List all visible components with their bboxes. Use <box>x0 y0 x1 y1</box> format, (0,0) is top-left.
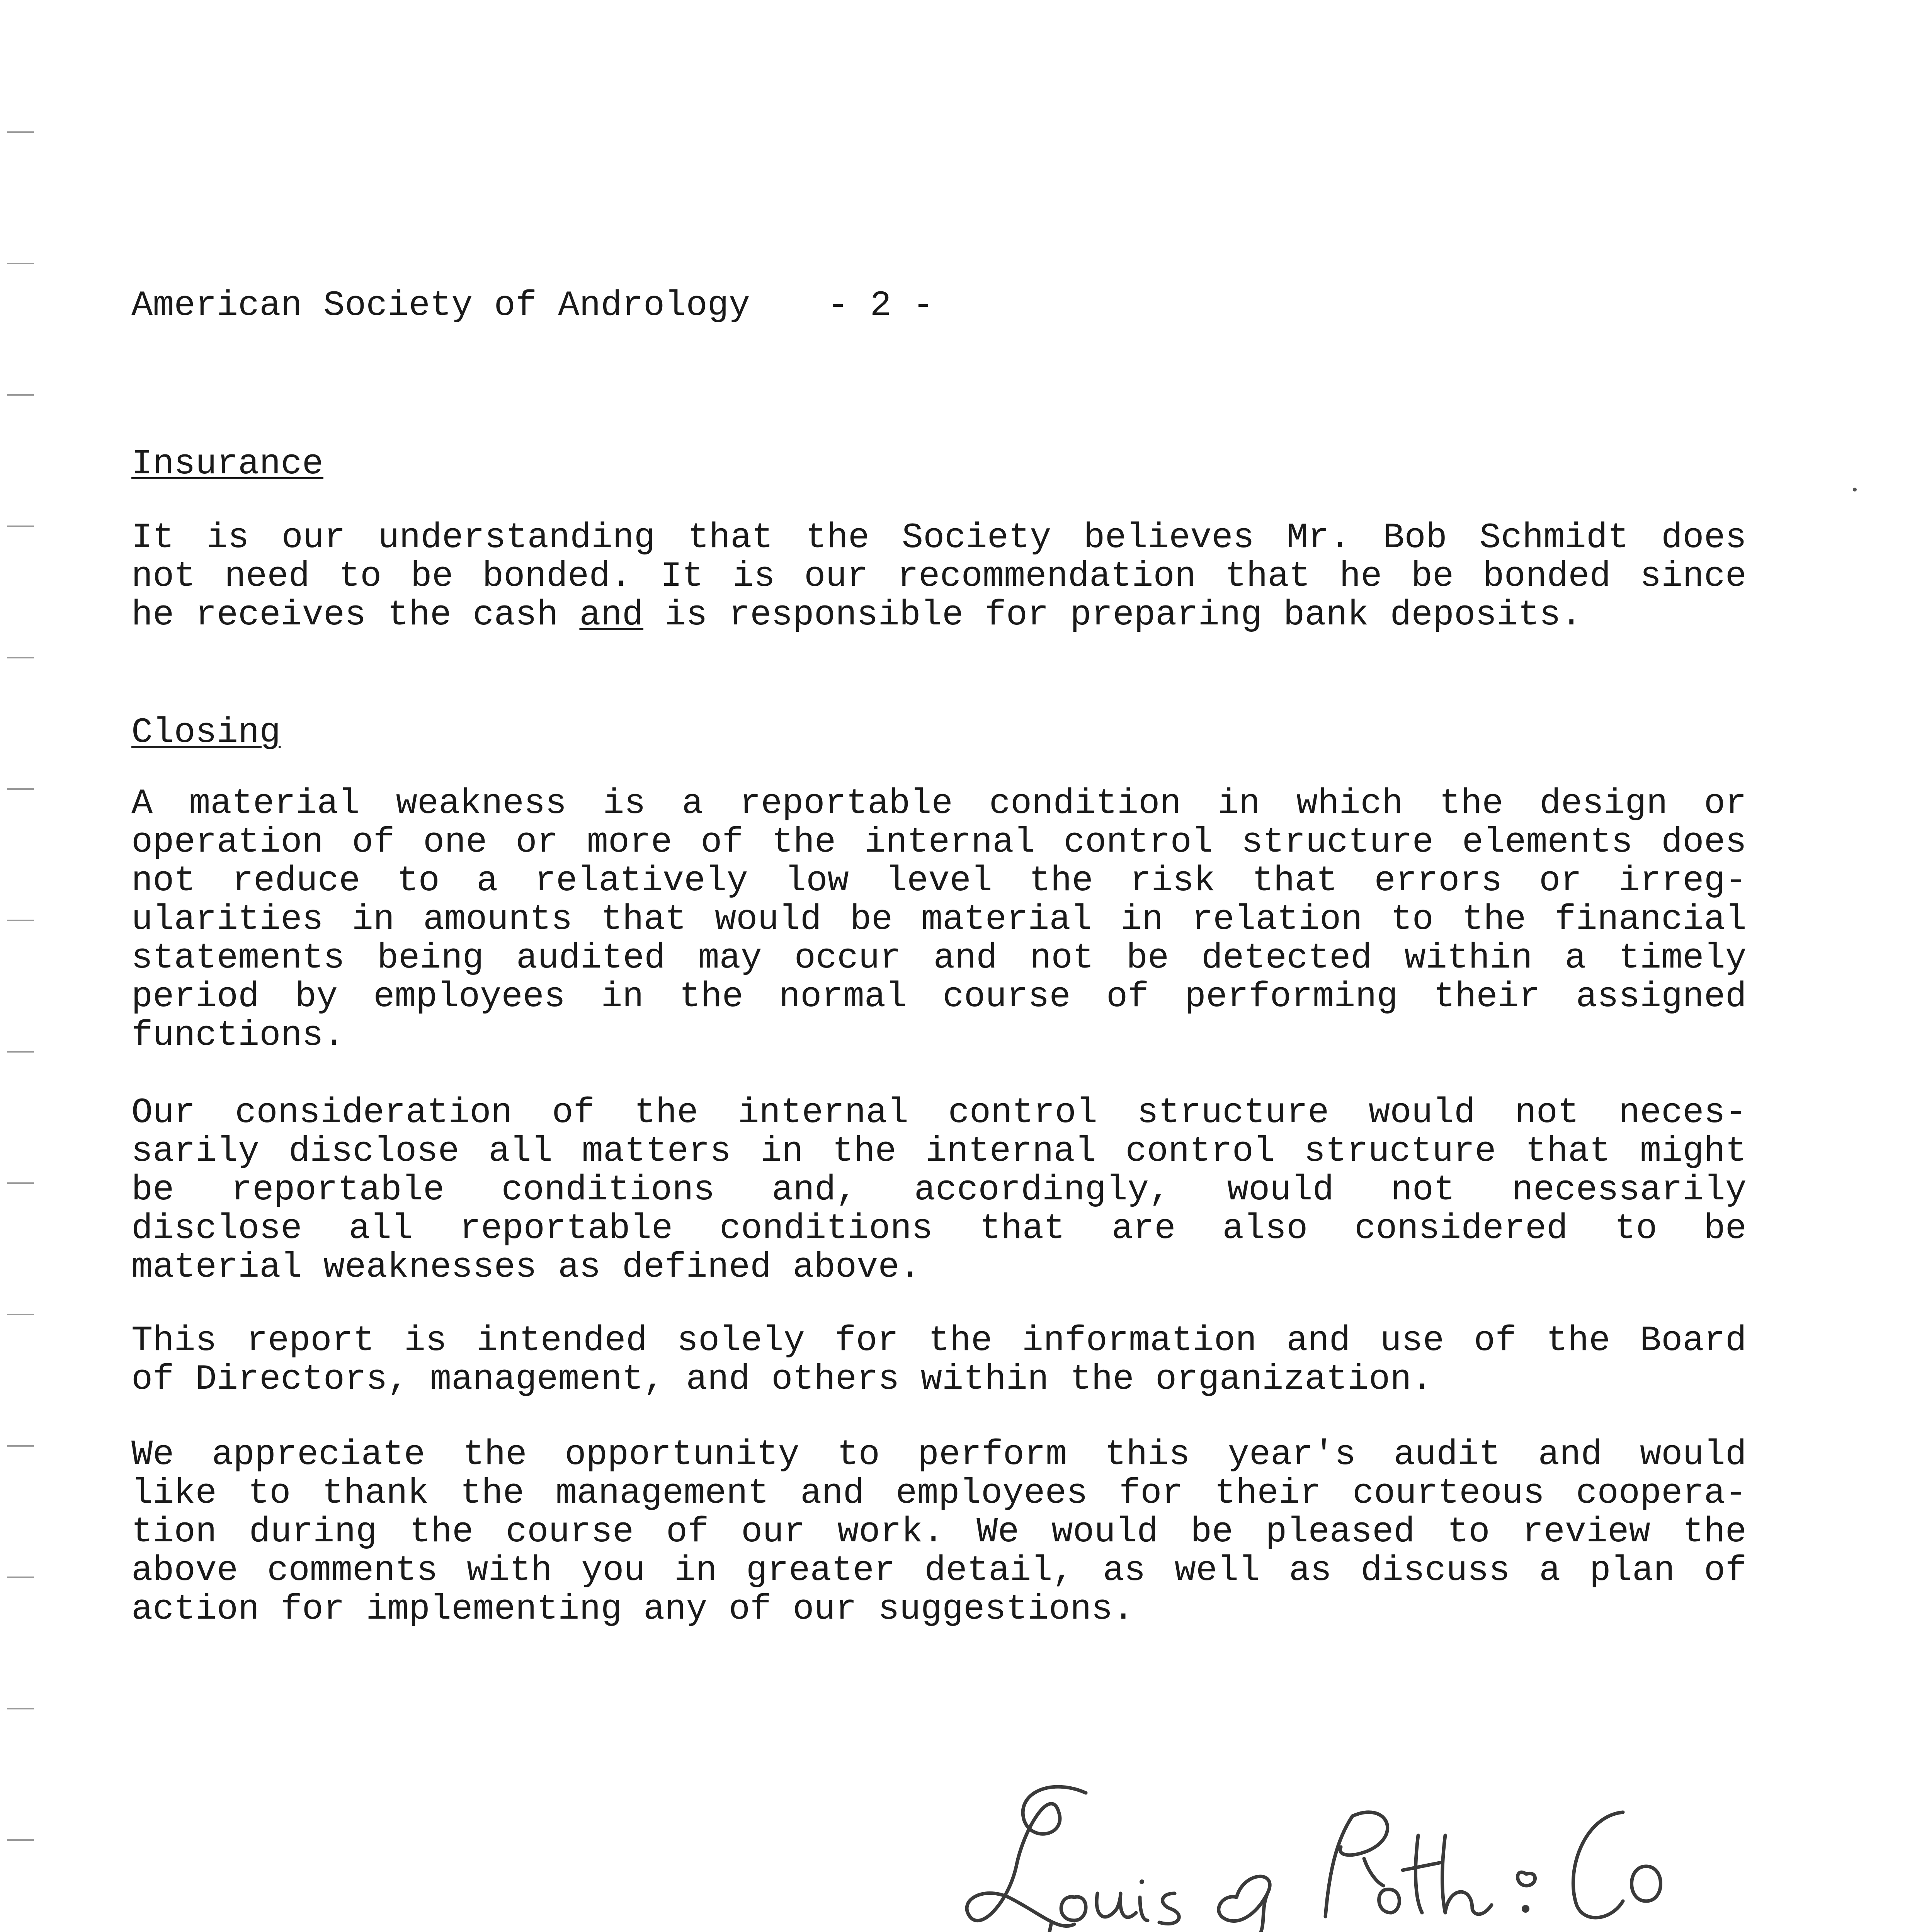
text-line: disclose all reportable conditions that are also considered to be <box>131 1208 1747 1249</box>
edge-mark <box>7 1182 34 1184</box>
edge-mark <box>7 1708 34 1709</box>
text-line: be reportable conditions and, accordingly, would not necessarily <box>131 1170 1747 1210</box>
text-line: We appreciate the opportunity to perform this year's audit and would <box>131 1434 1747 1475</box>
text-fragment: is responsible for preparing bank deposits. <box>643 595 1582 635</box>
closing-paragraph-4 <box>131 1435 1747 1629</box>
edge-mark <box>7 131 34 133</box>
edge-mark <box>7 1577 34 1578</box>
edge-mark <box>7 394 34 396</box>
text-line: sarily disclose all matters in the internal control structure that might <box>131 1131 1747 1172</box>
edge-mark <box>7 920 34 921</box>
section-heading-closing: Closing <box>131 712 281 753</box>
text-line: operation of one or more of the internal control structure elements does <box>131 822 1747 862</box>
page-number: - 2 - <box>827 285 934 326</box>
text-line-with-underline <box>131 596 1747 634</box>
text-line: not reduce to a relatively low level the risk that errors or irreg- <box>131 861 1747 901</box>
closing-paragraph-1 <box>131 784 1747 1055</box>
text-line: Our consideration of the internal control structure would not neces- <box>131 1092 1747 1133</box>
edge-mark <box>7 788 34 790</box>
text-line: This report is intended solely for the information and use of the Board <box>131 1320 1747 1361</box>
binder-edge-marks <box>7 116 38 1932</box>
page-header <box>131 285 934 326</box>
text-line: material weaknesses as defined above. <box>131 1247 921 1287</box>
section-heading-insurance: Insurance <box>131 444 323 484</box>
text-line: like to thank the management and employees for their courteous coopera- <box>131 1473 1747 1514</box>
edge-mark <box>7 1314 34 1315</box>
underlined-word: and <box>579 595 644 635</box>
insurance-paragraph <box>131 519 1747 634</box>
organization-name: American Society of Andrology <box>131 285 750 326</box>
text-line: period by employees in the normal course of performing their assigned <box>131 976 1747 1017</box>
edge-mark <box>7 1839 34 1841</box>
edge-mark <box>7 263 34 264</box>
edge-mark <box>7 526 34 527</box>
closing-paragraph-2 <box>131 1094 1747 1287</box>
scan-speck <box>1853 488 1857 492</box>
text-fragment: he receives the cash <box>131 595 580 635</box>
text-line: above comments with you in greater detail, as well as discuss a plan of <box>131 1550 1747 1591</box>
edge-mark <box>7 1051 34 1053</box>
text-line: of Directors, management, and others within the organization. <box>131 1359 1433 1400</box>
edge-mark <box>7 657 34 658</box>
edge-mark <box>7 1445 34 1447</box>
text-line: action for implementing any of our suggestions. <box>131 1589 1134 1629</box>
text-line: functions. <box>131 1015 345 1056</box>
text-line: It is our understanding that the Society believes Mr. Bob Schmidt does <box>131 517 1747 558</box>
text-line: tion during the course of our work. We would be pleased to review the <box>131 1512 1747 1552</box>
handwritten-signature <box>958 1770 1739 1932</box>
text-line: not need to be bonded. It is our recommendation that he be bonded since <box>131 556 1747 597</box>
signature-drawing <box>958 1770 1739 1932</box>
closing-paragraph-3 <box>131 1321 1747 1399</box>
text-line: statements being audited may occur and not be detected within a timely <box>131 938 1747 978</box>
text-line: ularities in amounts that would be material in relation to the financial <box>131 899 1747 940</box>
text-line: A material weakness is a reportable condition in which the design or <box>131 783 1747 824</box>
